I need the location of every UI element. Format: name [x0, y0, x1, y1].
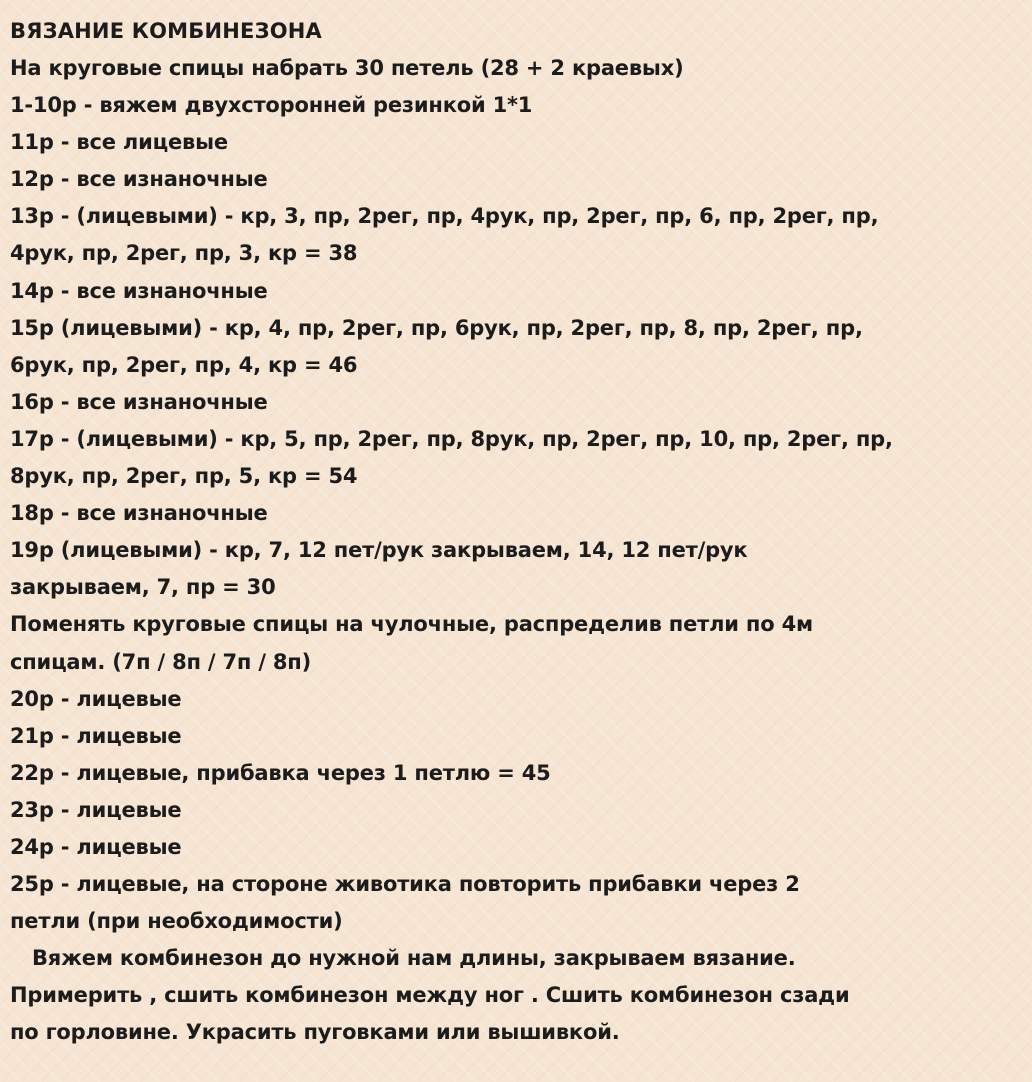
instruction-line-row-13: 13р - (лицевыми) - кр, 3, пр, 2рег, пр, 4рук, пр, 2рег, пр, 6, пр, 2рег, пр, [10, 204, 879, 229]
instruction-line-row-19: 19р (лицевыми) - кр, 7, 12 пет/рук закрываем, 14, 12 пет/рук [10, 538, 748, 563]
instruction-line-row-25: 25р - лицевые, на стороне животика повторить прибавки через 2 [10, 872, 800, 897]
instruction-line-row-20: 20р - лицевые [10, 686, 182, 711]
instruction-line-row-17-cont: 8рук, пр, 2рег, пр, 5, кр = 54 [10, 464, 358, 489]
instruction-line-assemble: Примерить , сшить комбинезон между ног . Сшить комбинезон сзади [10, 983, 850, 1008]
instruction-line-row-17: 17р - (лицевыми) - кр, 5, пр, 2рег, пр, 8рук, пр, 2рег, пр, 10, пр, 2рег, пр, [10, 426, 893, 451]
instruction-line-row-18: 18р - все изнаночные [10, 501, 268, 526]
instruction-line-row-12: 12р - все изнаночные [10, 167, 268, 192]
instruction-line-change-needles: Поменять круговые спицы на чулочные, распределив петли по 4м [10, 612, 813, 637]
instruction-line-row-15: 15р (лицевыми) - кр, 4, пр, 2рег, пр, 6рук, пр, 2рег, пр, 8, пр, 2рег, пр, [10, 315, 863, 340]
instruction-line-row-14: 14р - все изнаночные [10, 278, 268, 303]
instruction-line-cast-on: На круговые спицы набрать 30 петель (28 + 2 краевых) [10, 56, 684, 80]
instruction-line-row-24: 24р - лицевые [10, 834, 182, 859]
instruction-line-decorate: по горловине. Украсить пуговками или вышивкой. [10, 1020, 620, 1045]
instruction-line-change-needles-cont: спицам. (7п / 8п / 7п / 8п) [10, 649, 312, 674]
document-title: ВЯЗАНИЕ КОМБИНЕЗОНА [10, 19, 322, 43]
instruction-line-row-22: 22р - лицевые, прибавка через 1 петлю = 45 [10, 760, 551, 785]
instruction-line-row-19-cont: закрываем, 7, пр = 30 [10, 575, 276, 600]
instruction-line-row-16: 16р - все изнаночные [10, 389, 268, 414]
instruction-line-row-25-cont: петли (при необходимости) [10, 909, 343, 934]
instruction-line-row-15-cont: 6рук, пр, 2рег, пр, 4, кр = 46 [10, 352, 358, 377]
instruction-line-row-13-cont: 4рук, пр, 2рег, пр, 3, кр = 38 [10, 241, 358, 266]
instruction-line-finish: Вяжем комбинезон до нужной нам длины, закрываем вязание. [32, 946, 796, 971]
instruction-line-row-11: 11р - все лицевые [10, 130, 228, 155]
instruction-line-row-21: 21р - лицевые [10, 723, 182, 748]
instruction-line-rows-1-10: 1-10р - вяжем двухсторонней резинкой 1*1 [10, 93, 533, 118]
instruction-line-row-23: 23р - лицевые [10, 797, 182, 822]
